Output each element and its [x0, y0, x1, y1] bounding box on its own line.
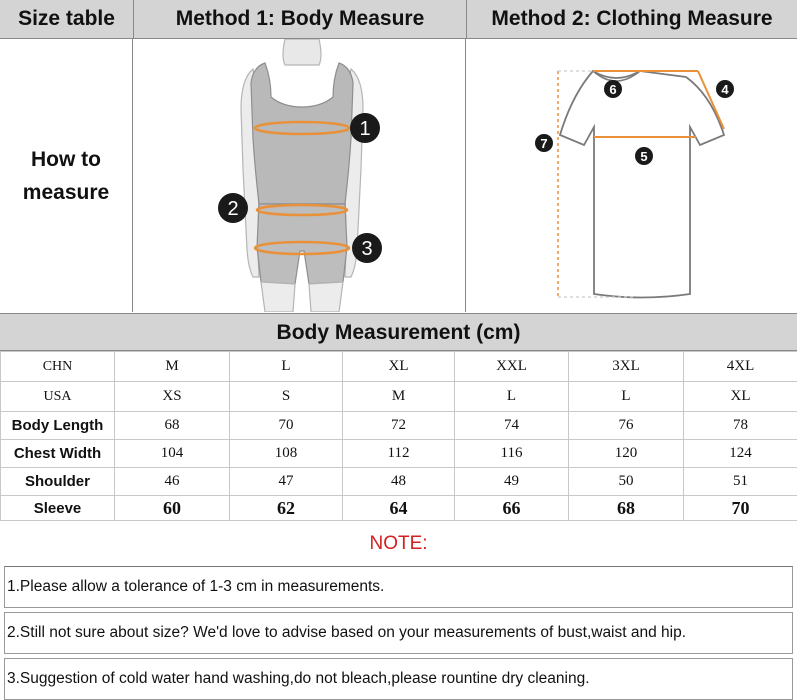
body-marker-2 — [218, 193, 248, 223]
how-to-measure-cell — [0, 39, 133, 312]
table-row-body-length — [1, 412, 797, 440]
body-measurement-title: Body Measurement (cm) — [0, 313, 797, 351]
table-cell: 64 — [343, 496, 455, 521]
table-cell: 66 — [455, 496, 569, 521]
table-cell: 60 — [115, 496, 230, 521]
clothing-marker-5 — [635, 147, 653, 165]
table-cell: 120 — [569, 440, 684, 468]
table-row-chn — [1, 352, 797, 382]
svg-text:2: 2 — [227, 198, 239, 220]
table-cell: M — [343, 382, 455, 412]
table-cell: XXL — [455, 352, 569, 382]
table-cell: 4XL — [684, 352, 797, 382]
table-cell: 70 — [230, 412, 343, 440]
table-cell: 68 — [115, 412, 230, 440]
table-row-shoulder — [1, 468, 797, 496]
table-cell: 104 — [115, 440, 230, 468]
row-label: CHN — [1, 352, 115, 382]
table-cell: 68 — [569, 496, 684, 521]
table-cell: 74 — [455, 412, 569, 440]
body-figure-illustration — [133, 39, 466, 312]
table-cell: 62 — [230, 496, 343, 521]
row-label: Body Length — [1, 412, 115, 440]
note-item-3: 3.Suggestion of cold water hand washing,do not bleach,please rountine dry cleaning. — [4, 658, 793, 700]
svg-text:3: 3 — [361, 238, 373, 260]
table-cell: 46 — [115, 468, 230, 496]
svg-text:4: 4 — [721, 82, 729, 97]
table-cell: S — [230, 382, 343, 412]
clothing-marker-6 — [604, 80, 622, 98]
diagram-row — [0, 39, 797, 312]
tshirt-illustration — [466, 39, 797, 312]
table-cell: 3XL — [569, 352, 684, 382]
table-cell: 70 — [684, 496, 797, 521]
table-cell: XL — [343, 352, 455, 382]
body-marker-1 — [350, 113, 380, 143]
table-cell: XS — [115, 382, 230, 412]
table-cell: 116 — [455, 440, 569, 468]
table-cell: M — [115, 352, 230, 382]
body-marker-3 — [352, 233, 382, 263]
body-measure-cell — [133, 39, 466, 312]
clothing-marker-4 — [716, 80, 734, 98]
note-item-2: 2.Still not sure about size? We'd love to advise based on your measurements of bust,waist and hip. — [4, 612, 793, 654]
table-cell: 108 — [230, 440, 343, 468]
table-row-usa — [1, 382, 797, 412]
note-title: NOTE: — [369, 533, 428, 554]
table-cell: 51 — [684, 468, 797, 496]
row-label: Chest Width — [1, 440, 115, 468]
table-cell: 112 — [343, 440, 455, 468]
how-to-measure-label: How to measure — [22, 147, 110, 204]
note-area — [0, 521, 797, 700]
clothing-marker-7 — [535, 134, 553, 152]
size-table — [0, 351, 797, 521]
table-cell: 78 — [684, 412, 797, 440]
top-header — [0, 0, 797, 39]
table-row-sleeve — [1, 496, 797, 521]
table-cell: L — [230, 352, 343, 382]
table-row-chest-width — [1, 440, 797, 468]
clothing-measure-cell — [466, 39, 797, 312]
table-cell: L — [569, 382, 684, 412]
note-item-1: 1.Please allow a tolerance of 1-3 cm in measurements. — [4, 566, 793, 608]
table-cell: L — [455, 382, 569, 412]
method2-heading: Method 2: Clothing Measure — [466, 0, 797, 38]
svg-text:6: 6 — [609, 82, 617, 97]
size-table-heading: Size table — [18, 7, 115, 30]
table-cell: 50 — [569, 468, 684, 496]
method1-heading: Method 1: Body Measure — [133, 0, 466, 38]
table-cell: 124 — [684, 440, 797, 468]
table-cell: 48 — [343, 468, 455, 496]
row-label: Sleeve — [1, 496, 115, 521]
table-cell: 47 — [230, 468, 343, 496]
svg-text:1: 1 — [359, 118, 371, 140]
svg-text:5: 5 — [640, 149, 648, 164]
svg-text:7: 7 — [540, 136, 548, 151]
table-cell: 72 — [343, 412, 455, 440]
row-label: USA — [1, 382, 115, 412]
table-cell: 76 — [569, 412, 684, 440]
row-label: Shoulder — [1, 468, 115, 496]
table-cell: XL — [684, 382, 797, 412]
table-cell: 49 — [455, 468, 569, 496]
